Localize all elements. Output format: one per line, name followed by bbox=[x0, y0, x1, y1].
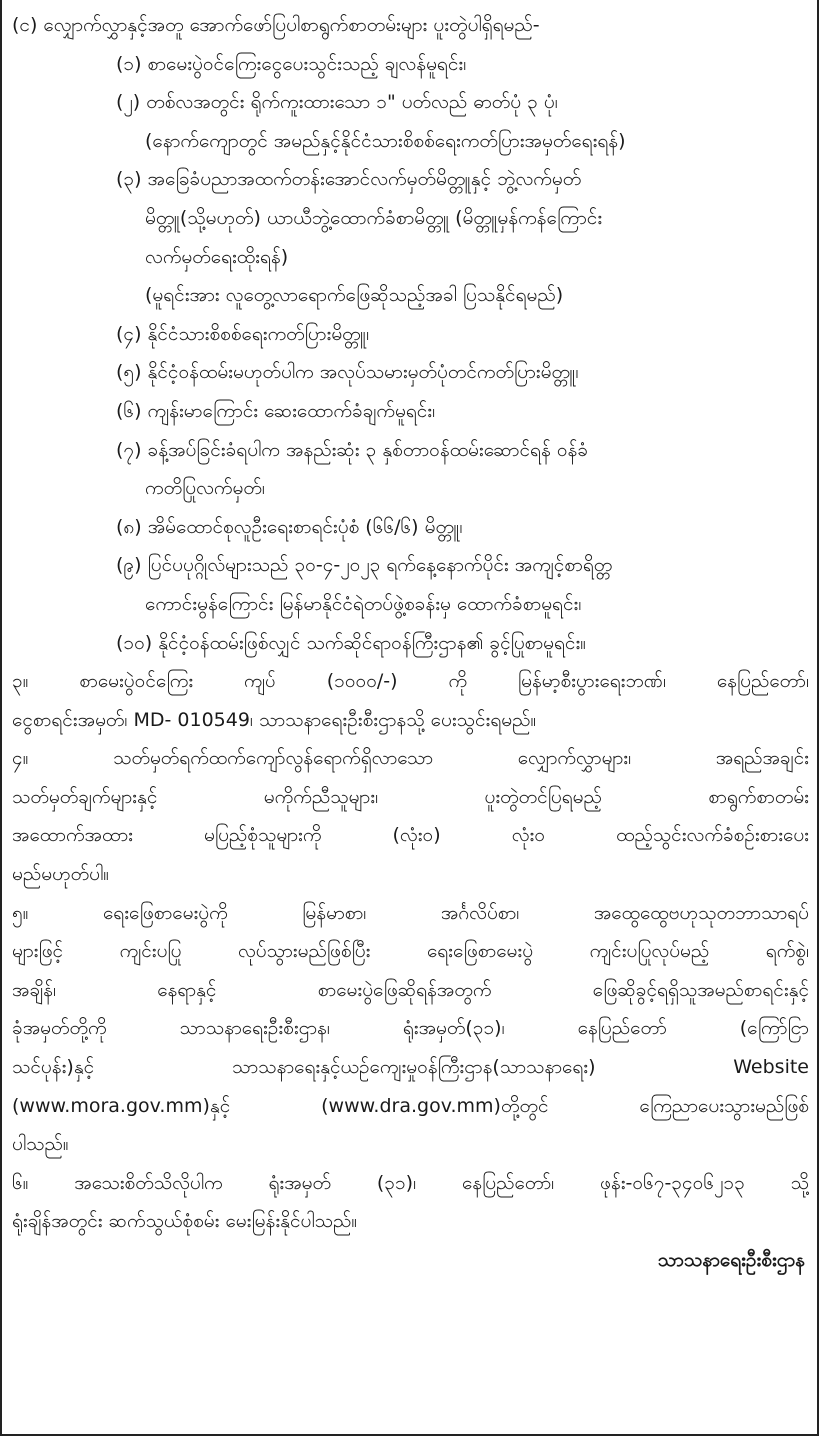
text-line: လက်မှတ်ရေးထိုးရန်) bbox=[145, 245, 289, 268]
text-line: (မူရင်းအား လူတွေ့လာရောက်ဖြေဆိုသည့်အခါ ပြသနိုင်ရမည်) bbox=[145, 284, 564, 307]
text-line: (နောက်ကျောတွင် အမည်နှင့်နိုင်ငံသားစိစစ်ရေးကတ်ပြားအမှတ်ရေးရန်) bbox=[145, 129, 626, 152]
announcement-body bbox=[12, 6, 809, 1241]
issuing-department-signature: သာသနာရေးဦးစီးဌာန bbox=[657, 1249, 805, 1271]
text-line: ၄။ သတ်မှတ်ရက်ထက်ကျော်လွန်ရောက်ရှိလာသော လျှောက်လွှာများ၊ အရည်အချင်း bbox=[12, 747, 809, 770]
text-line: သင်ပုန်း)နှင့် သာသနာရေးနှင့်ယဉ်ကျေးမှုဝန်ကြီးဌာန(သာသနာရေး) Website bbox=[12, 1056, 809, 1079]
text-line: မည်မဟုတ်ပါ။ bbox=[12, 863, 110, 886]
text-line: (၉) ပြင်ပပုဂ္ဂိုလ်များသည် ၃၀-၄-၂၀၂၃ ရက်နေ့နောက်ပိုင်း အကျင့်စာရိတ္တ bbox=[116, 554, 613, 577]
text-line: သတ်မှတ်ချက်များနှင့် မကိုက်ညီသူများ၊ ပူးတွဲတင်ပြရမည့် စာရွက်စာတမ်း bbox=[12, 785, 809, 808]
text-line: (၃) အခြေခံပညာအထက်တန်းအောင်လက်မှတ်မိတ္တူနှင့် ဘွဲ့လက်မှတ် bbox=[116, 168, 582, 191]
text-line: ငွေစာရင်းအမှတ်၊ MD- 010549၊ သာသနာရေးဦးစီးဌာနသို့ ပေးသွင်းရမည်။ bbox=[12, 708, 537, 731]
text-line: (၁၀) နိုင်ငံ့ဝန်ထမ်းဖြစ်လျှင် သက်ဆိုင်ရာဝန်ကြီးဌာန၏ ခွင့်ပြုစာမူရင်း။ bbox=[116, 631, 587, 654]
text-line: ခုံအမှတ်တို့ကို သာသနာရေးဦးစီးဌာန၊ ရုံးအမှတ်(၃၁)၊ နေပြည်တော် (ကြော်ငြာ bbox=[12, 1017, 809, 1040]
text-line: ရုံးချိန်အတွင်း ဆက်သွယ်စုံစမ်း မေးမြန်းနိုင်ပါသည်။ bbox=[12, 1210, 358, 1233]
text-line: (www.mora.gov.mm)နှင့် (www.dra.gov.mm)တို့တွင် ကြေညာပေးသွားမည်ဖြစ် bbox=[12, 1094, 809, 1117]
text-line: (၈) အိမ်ထောင်စုလူဦးရေးစာရင်းပုံစံ (၆၆/၆) မိတ္တူ၊ bbox=[116, 515, 463, 538]
text-line: အချိန်၊ နေရာနှင့် စာမေးပွဲဖြေဆိုရန်အတွက် ဖြေဆိုခွင့်ရရှိသူအမည်စာရင်းနှင့် bbox=[12, 978, 809, 1001]
text-line: ကောင်းမွန်ကြောင်း မြန်မာနိုင်ငံရဲတပ်ဖွဲ့စခန်းမှ ထောက်ခံစာမူရင်း၊ bbox=[145, 592, 582, 615]
text-line: များဖြင့် ကျင်းပပြု လုပ်သွားမည်ဖြစ်ပြီး ရေးဖြေစာမေးပွဲ ကျင်းပပြုလုပ်မည့် ရက်စွဲ၊ bbox=[12, 940, 809, 963]
text-line: (၇) ခန့်အပ်ခြင်းခံရပါက အနည်းဆုံး ၃ နှစ်တာဝန်ထမ်းဆောင်ရန် ဝန်ခံ bbox=[116, 438, 589, 461]
text-line: ပါသည်။ bbox=[12, 1133, 69, 1156]
text-line: (င) လျှောက်လွှာနှင့်အတူ အောက်ဖော်ပြပါစာရွက်စာတမ်းများ ပူးတွဲပါရှိရမည်- bbox=[12, 14, 540, 36]
text-line: (၅) နိုင်ငံ့ဝန်ထမ်းမဟုတ်ပါက အလုပ်သမားမှတ်ပုံတင်ကတ်ပြားမိတ္တူ၊ bbox=[116, 361, 579, 384]
text-line: (၁) စာမေးပွဲဝင်ကြေးငွေပေးသွင်းသည့် ချလန်မူရင်း၊ bbox=[116, 52, 467, 75]
text-line: မိတ္တူ(သို့မဟုတ်) ယာယီဘွဲ့ထောက်ခံစာမိတ္တူ (မိတ္တူမှန်ကန်ကြောင်း bbox=[145, 206, 603, 229]
text-line: ကတိပြုလက်မှတ်၊ bbox=[145, 477, 265, 500]
text-line: ၆။ အသေးစိတ်သိလိုပါက ရုံးအမှတ် (၃၁)၊ နေပြည်တော်၊ ဖုန်း-၀၆၇-၃၄၀၆၂၁၃ သို့ bbox=[12, 1171, 809, 1194]
text-line: (၆) ကျန်းမာကြောင်း ဆေးထောက်ခံချက်မူရင်း၊ bbox=[116, 399, 436, 422]
text-line: (၄) နိုင်ငံသားစိစစ်ရေးကတ်ပြားမိတ္တူ၊ bbox=[116, 322, 370, 345]
text-line: (၂) တစ်လအတွင်း ရိုက်ကူးထားသော ၁" ပတ်လည် ဓာတ်ပုံ ၃ ပုံ၊ bbox=[116, 91, 558, 114]
text-line: အထောက်အထား မပြည့်စုံသူများကို (လုံးဝ) လုံးဝ ထည့်သွင်းလက်ခံစဉ်းစားပေး bbox=[12, 824, 809, 847]
text-line: ၅။ ရေးဖြေစာမေးပွဲကို မြန်မာစာ၊ အင်္ဂလိပ်စာ၊ အထွေထွေဗဟုသုတဘာသာရပ် bbox=[12, 901, 809, 924]
text-line: ၃။ စာမေးပွဲဝင်ကြေး ကျပ် (၁၀၀၀/-) ကို မြန်မာ့စီးပွားရေးဘဏ်၊ နေပြည်တော်၊ bbox=[12, 670, 809, 693]
